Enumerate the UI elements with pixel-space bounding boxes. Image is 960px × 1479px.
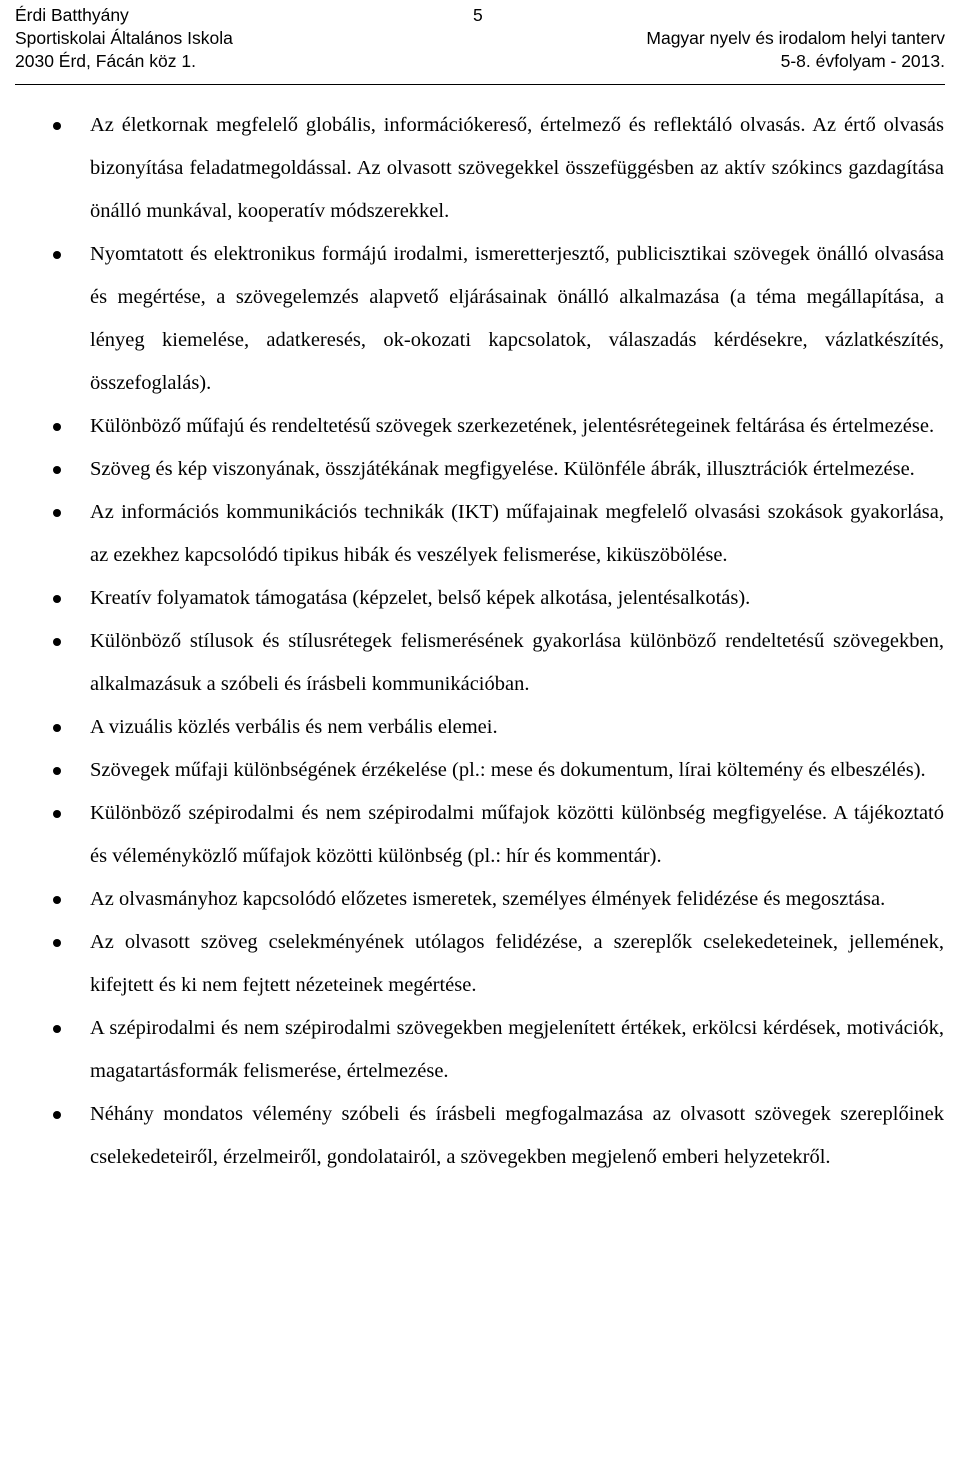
bullet-icon (53, 810, 61, 818)
list-item-text: Nyomtatott és elektronikus formájú irodalmi, ismeretterjesztő, publicisztikai szövegek önálló olvasása és megértése, a szövegelemzés alapvető eljárásainak önálló alkalmazása (a téma megállapítása, a lényeg kiemelése, adatkeresés, ok-okozati kapcsolatok, válaszadás kérdésekre, vázlatkészítés, összefoglalás). (90, 243, 944, 394)
list-item-text: Az életkornak megfelelő globális, információkereső, értelmező és reflektáló olvasás. Az értő olvasás bizonyítása feladatmegoldással. Az olvasott szövegekkel összefüggésben az aktív szókincs gazdagítása önálló munkával, kooperatív módszerekkel. (90, 114, 944, 222)
list-item (0, 491, 960, 577)
list-item (0, 1007, 960, 1093)
list-item (0, 878, 960, 921)
bullet-icon (53, 939, 61, 947)
list-item-text: Az olvasott szöveg cselekményének utólagos felidézése, a szereplők cselekedeteinek, jellemének, kifejtett és ki nem fejtett nézeteinek megértése. (90, 931, 944, 996)
list-item (0, 405, 960, 448)
list-item-text: Különböző stílusok és stílusrétegek felismerésének gyakorlása különböző rendeltetésű szövegekben, alkalmazásuk a szóbeli és írásbeli kommunikációban. (90, 630, 944, 695)
page-number: 5 (473, 5, 483, 25)
bullet-icon (53, 638, 61, 646)
list-item-text: Szövegek műfaji különbségének érzékelése (pl.: mese és dokumentum, lírai költemény és elbeszélés). (90, 759, 926, 781)
list-item-text: Az olvasmányhoz kapcsolódó előzetes ismeretek, személyes élmények felidézése és megosztása. (90, 888, 886, 910)
bullet-icon (53, 509, 61, 517)
list-item (0, 620, 960, 706)
list-item-text: A vizuális közlés verbális és nem verbális elemei. (90, 716, 498, 738)
list-item-text: Különböző műfajú és rendeltetésű szövegek szerkezetének, jelentésrétegeinek feltárása és értelmezése. (90, 415, 935, 437)
bullet-icon (53, 724, 61, 732)
list-item (0, 792, 960, 878)
school-name: Érdi Batthyány (15, 5, 129, 25)
bullet-icon (53, 122, 61, 130)
bullet-icon (53, 595, 61, 603)
list-item (0, 448, 960, 491)
header-divider (15, 84, 945, 85)
list-item (0, 104, 960, 233)
list-item (0, 233, 960, 405)
school-info (15, 4, 233, 73)
document-title: Magyar nyelv és irodalom helyi tanterv (646, 28, 945, 48)
page-header (15, 4, 945, 86)
bullet-icon (53, 466, 61, 474)
bullet-icon (53, 767, 61, 775)
list-item (0, 706, 960, 749)
document-grade-year: 5-8. évfolyam - 2013. (780, 51, 945, 71)
list-item-text: A szépirodalmi és nem szépirodalmi szövegekben megjelenített értékek, erkölcsi kérdések, motivációk, magatartásformák felismerése, értelmezése. (90, 1017, 944, 1082)
list-item-text: Kreatív folyamatok támogatása (képzelet, belső képek alkotása, jelentésalkotás). (90, 587, 751, 609)
bullet-icon (53, 896, 61, 904)
list-item (0, 1093, 960, 1179)
bullet-icon (53, 423, 61, 431)
list-item-text: Az információs kommunikációs technikák (IKT) műfajainak megfelelő olvasási szokások gyakorlása, az ezekhez kapcsolódó tipikus hibák és veszélyek felismerése, kiküszöbölése. (90, 501, 944, 566)
bullet-icon (53, 251, 61, 259)
list-item-text: Néhány mondatos vélemény szóbeli és írásbeli megfogalmazása az olvasott szövegek szereplőinek cselekedeteiről, érzelmeiről, gondolatairól, a szövegekben megjelenő emberi helyzetekről. (90, 1103, 944, 1168)
list-item-text: Szöveg és kép viszonyának, összjátékának megfigyelése. Különféle ábrák, illusztrációk értelmezése. (90, 458, 915, 480)
list-item (0, 749, 960, 792)
bullet-icon (53, 1111, 61, 1119)
bullet-list (0, 104, 960, 1179)
bullet-icon (53, 1025, 61, 1033)
list-item-text: Különböző szépirodalmi és nem szépirodalmi műfajok közötti különbség megfigyelése. A tájékoztató és véleményközlő műfajok közötti különbség (pl.: hír és kommentár). (90, 802, 944, 867)
document-info (646, 27, 945, 73)
list-item (0, 577, 960, 620)
school-address: 2030 Érd, Fácán köz 1. (15, 51, 196, 71)
list-item (0, 921, 960, 1007)
school-type: Sportiskolai Általános Iskola (15, 28, 233, 48)
